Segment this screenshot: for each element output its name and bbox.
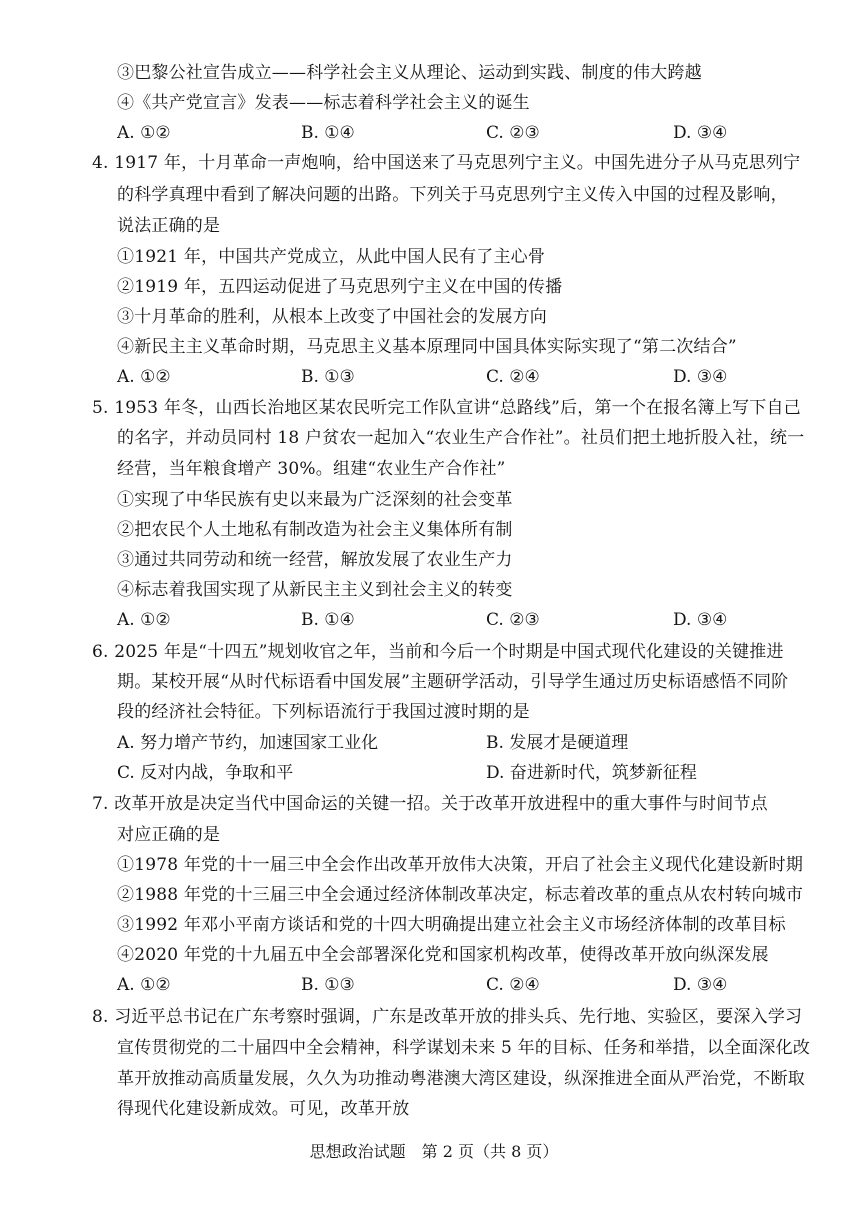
q4-stem-line-3: 说法正确的是 xyxy=(117,216,221,236)
q6-option-d: D. 奋进新时代，筑梦新征程 xyxy=(486,763,697,783)
q3-option-c: C. ②③ xyxy=(486,123,540,143)
q7-item-3: ③1992 年邓小平南方谈话和党的十四大明确提出建立社会主义市场经济体制的改革目标 xyxy=(117,915,786,935)
q5-stem-line-1: 5. 1953 年冬，山西长治地区某农民听完工作队宣讲“总路线”后，第一个在报名簿上写下自己 xyxy=(92,398,801,418)
q4-stem-line-2: 的科学真理中看到了解决问题的出路。下列关于马克思列宁主义传入中国的过程及影响， xyxy=(117,185,788,205)
q6-option-b: B. 发展才是硬道理 xyxy=(486,733,629,753)
q3-item-3: ③巴黎公社宣告成立——科学社会主义从理论、运动到实践、制度的伟大跨越 xyxy=(117,63,702,83)
q5-option-b: B. ①④ xyxy=(301,610,355,630)
q5-item-2: ②把农民个人土地私有制改造为社会主义集体所有制 xyxy=(117,520,513,540)
q6-option-c: C. 反对内战，争取和平 xyxy=(117,763,294,783)
q7-option-a: A. ①② xyxy=(117,975,171,995)
q3-option-b: B. ①④ xyxy=(301,123,355,143)
q7-item-2: ②1988 年党的十三届三中全会通过经济体制改革决定，标志着改革的重点从农村转向城市 xyxy=(117,885,804,905)
q6-stem-line-1: 6. 2025 年是“十四五”规划收官之年，当前和今后一个时期是中国式现代化建设的关键推进 xyxy=(92,642,784,662)
q4-item-3: ③十月革命的胜利，从根本上改变了中国社会的发展方向 xyxy=(117,307,547,327)
q7-stem-line-2: 对应正确的是 xyxy=(117,825,221,845)
q4-option-a: A. ①② xyxy=(117,367,171,387)
q7-option-c: C. ②④ xyxy=(486,975,540,995)
q4-item-1: ①1921 年，中国共产党成立，从此中国人民有了主心骨 xyxy=(117,247,546,267)
q3-option-d: D. ③④ xyxy=(673,123,728,143)
q5-item-4: ④标志着我国实现了从新民主主义到社会主义的转变 xyxy=(117,580,513,600)
q3-item-4: ④《共产党宣言》发表——标志着科学社会主义的诞生 xyxy=(117,93,530,113)
page-footer: 思想政治试题 第 2 页（共 8 页） xyxy=(309,1142,559,1161)
q8-stem-line-3: 革开放推动高质量发展，久久为功推动粤港澳大湾区建设，纵深推进全面从严治党，不断取 xyxy=(117,1069,805,1089)
q8-stem-line-1: 8. 习近平总书记在广东考察时强调，广东是改革开放的排头兵、先行地、实验区，要深入学习 xyxy=(92,1007,803,1027)
q4-item-4: ④新民主主义革命时期，马克思主义基本原理同中国具体实际实现了“第二次结合” xyxy=(117,337,737,357)
q5-option-c: C. ②③ xyxy=(486,610,540,630)
q3-option-a: A. ①② xyxy=(117,123,171,143)
q4-option-d: D. ③④ xyxy=(673,367,728,387)
q4-item-2: ②1919 年，五四运动促进了马克思列宁主义在中国的传播 xyxy=(117,277,563,297)
q8-stem-line-2: 宣传贯彻党的二十届四中全会精神，科学谋划未来 5 年的目标、任务和举措，以全面深化改 xyxy=(117,1038,811,1058)
q6-stem-line-3: 段的经济社会特征。下列标语流行于我国过渡时期的是 xyxy=(117,702,530,722)
q4-stem-line-1: 4. 1917 年，十月革命一声炮响，给中国送来了马克思列宁主义。中国先进分子从马克思列宁 xyxy=(92,153,801,173)
q5-option-d: D. ③④ xyxy=(673,610,728,630)
q5-stem-line-3: 经营，当年粮食增产 30%。组建“农业生产合作社” xyxy=(117,459,506,479)
q5-item-3: ③通过共同劳动和统一经营，解放发展了农业生产力 xyxy=(117,550,513,570)
q7-option-b: B. ①③ xyxy=(301,975,355,995)
q5-item-1: ①实现了中华民族有史以来最为广泛深刻的社会变革 xyxy=(117,490,513,510)
q6-stem-line-2: 期。某校开展“从时代标语看中国发展”主题研学活动，引导学生通过历史标语感悟不同阶 xyxy=(117,672,789,692)
q7-option-d: D. ③④ xyxy=(673,975,728,995)
q4-option-b: B. ①③ xyxy=(301,367,355,387)
q5-stem-line-2: 的名字，并动员同村 18 户贫农一起加入“农业生产合作社”。社员们把土地折股入社，统一 xyxy=(117,428,805,448)
q4-option-c: C. ②④ xyxy=(486,367,540,387)
q7-item-1: ①1978 年党的十一届三中全会作出改革开放伟大决策，开启了社会主义现代化建设新时期 xyxy=(117,855,804,875)
q7-item-4: ④2020 年党的十九届五中全会部署深化党和国家机构改革，使得改革开放向纵深发展 xyxy=(117,945,769,965)
q5-option-a: A. ①② xyxy=(117,610,171,630)
q7-stem-line-1: 7. 改革开放是决定当代中国命运的关键一招。关于改革开放进程中的重大事件与时间节点 xyxy=(92,794,768,814)
q8-stem-line-4: 得现代化建设新成效。可见，改革开放 xyxy=(117,1099,410,1119)
q6-option-a: A. 努力增产节约，加速国家工业化 xyxy=(117,733,379,753)
